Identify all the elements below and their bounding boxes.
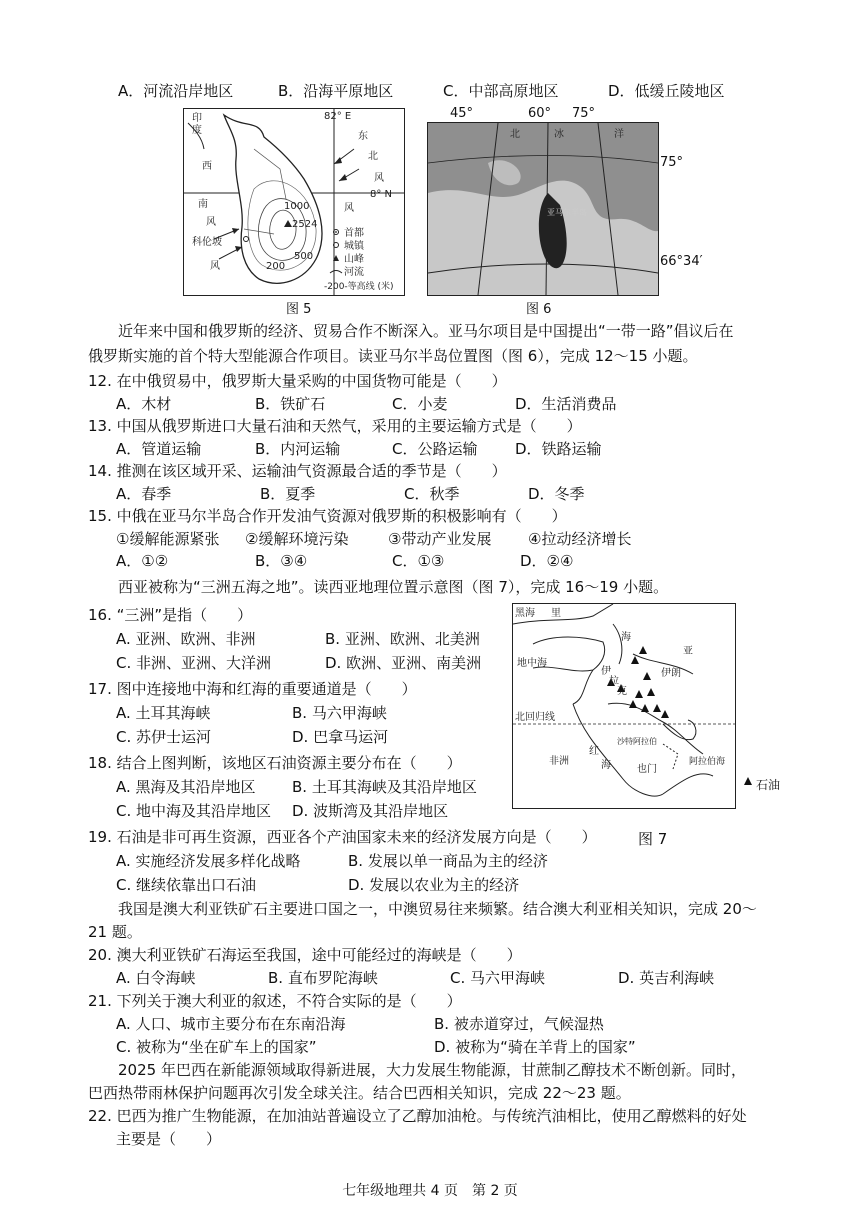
fig6-label-yang: 洋: [614, 129, 624, 140]
fig6-label-bei: 北: [510, 129, 520, 140]
q21-stem: 21. 下列关于澳大利亚的叙述，不符合实际的是（ ）: [88, 992, 462, 1010]
fig7-label-yi: 伊: [601, 666, 611, 677]
q11-option-d: D．低缓丘陵地区: [608, 82, 725, 100]
q19-option-d: D. 发展以农业为主的经济: [348, 876, 520, 894]
q17-option-a: A. 土耳其海峡: [116, 704, 211, 722]
q22-stem-line-1: 22. 巴西为推广生物能源，在加油站普遍设立了乙醇加油枪。与传统汽油相比，使用乙醇燃料的好处: [88, 1107, 747, 1125]
q14-option-c: C．秋季: [404, 485, 460, 503]
q21-option-b: B. 被赤道穿过，气候湿热: [434, 1015, 604, 1033]
figure-5-caption: 图 5: [286, 302, 312, 317]
q13-option-a: A．管道运输: [116, 440, 202, 458]
fig5-label-xi: 西: [202, 161, 212, 172]
q15-item-4: ④拉动经济增长: [528, 530, 632, 548]
q18-option-d: D. 波斯湾及其沿岸地区: [292, 802, 449, 820]
figure-5-svg: [184, 109, 404, 295]
q11-option-a: A．河流沿岸地区: [118, 82, 234, 100]
fig7-label-tropic: 北回归线: [515, 712, 555, 723]
q14-option-a: A．春季: [116, 485, 172, 503]
q16-stem: 16. “三洲”是指（ ）: [88, 606, 253, 624]
fig6-label-lat66: 66°34′: [660, 254, 703, 269]
fig5-legend-capital: 首都: [344, 228, 364, 239]
fig5-label-dong: 东: [358, 131, 368, 142]
fig7-label-ke: 克: [617, 686, 627, 697]
q20-option-d: D. 英吉利海峡: [618, 969, 715, 987]
fig5-label-lat: 8° N: [370, 189, 393, 200]
q17-option-d: D. 巴拿马运河: [292, 728, 389, 746]
fig5-label-feng3: 风: [206, 217, 216, 228]
q19-option-b: B. 发展以单一商品为主的经济: [348, 852, 548, 870]
intro-12-line-2: 俄罗斯实施的首个特大型能源合作项目。读亚马尔半岛位置图（图 6），完成 12～15 小题。: [88, 347, 698, 365]
q15-option-c: C．①③: [392, 552, 445, 570]
fig7-label-yemen: 也门: [637, 764, 657, 775]
q12-stem: 12. 在中俄贸易中，俄罗斯大量采购的中国货物可能是（ ）: [88, 372, 507, 390]
q20-stem: 20. 澳大利亚铁矿石海运至我国，途中可能经过的海峡是（ ）: [88, 946, 522, 964]
q15-item-1: ①缓解能源紧张: [116, 530, 220, 548]
figure-6-caption: 图 6: [526, 302, 552, 317]
q16-option-a: A. 亚洲、欧洲、非洲: [116, 630, 256, 648]
fig6-label-45: 45°: [450, 106, 474, 121]
fig5-label-yin: 印: [192, 113, 202, 124]
intro-22-line-1: 2025 年巴西在新能源领域取得新进展，大力发展生物能源，甘蔗制乙醇技术不断创新。同时，: [118, 1061, 746, 1079]
q14-option-d: D．冬季: [528, 485, 585, 503]
intro-20-line-2: 21 题。: [88, 923, 142, 941]
q18-option-c: C. 地中海及其沿岸地区: [116, 802, 272, 820]
fig5-legend-contour: -200-等高线 (米): [324, 282, 394, 292]
q19-option-c: C. 继续依靠出口石油: [116, 876, 257, 894]
intro-22-line-2: 巴西热带雨林保护问题再次引发全球关注。结合巴西相关知识，完成 22～23 题。: [88, 1084, 631, 1102]
fig7-label-saudi: 沙特阿拉伯: [617, 737, 657, 746]
q18-option-b: B. 土耳其海峡及其沿岸地区: [292, 778, 477, 796]
q12-option-b: B．铁矿石: [255, 395, 326, 413]
fig5-label-c1: 1000: [284, 201, 310, 212]
q14-option-b: B．夏季: [260, 485, 316, 503]
q12-option-a: A．木材: [116, 395, 172, 413]
fig7-label-black: 黑海: [515, 608, 535, 619]
q20-option-c: C. 马六甲海峡: [450, 969, 546, 987]
q19-option-a: A. 实施经济发展多样化战略: [116, 852, 301, 870]
fig5-label-du: 度: [192, 125, 202, 136]
q16-option-d: D. 欧洲、亚洲、南美洲: [325, 654, 482, 672]
fig5-label-peak: 2524: [292, 219, 318, 230]
fig7-label-hai2: 海: [601, 760, 611, 771]
fig6-label-peninsula: 亚马尔半岛: [547, 208, 587, 217]
oil-legend-icon: [744, 777, 752, 785]
q20-option-a: A. 白令海峡: [116, 969, 196, 987]
fig5-label-c3: 200: [266, 261, 286, 272]
q21-option-d: D. 被称为“骑在羊背上的国家”: [434, 1038, 636, 1056]
fig5-label-nan: 南: [198, 199, 208, 210]
intro-12-line-1: 近年来中国和俄罗斯的经济、贸易合作不断深入。亚马尔项目是中国提出“一带一路”倡议后在: [118, 322, 734, 340]
q15-option-a: A．①②: [116, 552, 169, 570]
fig7-label-li: 里: [551, 608, 561, 619]
fig7-label-hai: 海: [621, 632, 631, 643]
fig6-label-bing: 冰: [554, 129, 564, 140]
q14-stem: 14. 推测在该区域开采、运输油气资源最合适的季节是（ ）: [88, 462, 507, 480]
fig5-legend-peak: 山峰: [344, 254, 364, 265]
q19-stem: 19. 石油是非可再生资源，西亚各个产油国家未来的经济发展方向是（ ）: [88, 828, 597, 846]
q18-option-a: A. 黑海及其沿岸地区: [116, 778, 256, 796]
fig7-label-arab: 阿拉伯海: [689, 757, 726, 767]
q13-option-b: B．内河运输: [255, 440, 341, 458]
q15-option-b: B．③④: [255, 552, 308, 570]
fig7-legend-oil: 石油: [756, 778, 781, 792]
figure-5-map: [183, 108, 405, 296]
q13-option-c: C．公路运输: [392, 440, 478, 458]
q11-option-c: C．中部高原地区: [443, 82, 559, 100]
fig7-label-ya: 亚: [683, 646, 693, 657]
figure-6-svg: [428, 123, 658, 295]
fig5-legend-river: 河流: [344, 267, 364, 278]
q12-option-d: D．生活消费品: [515, 395, 617, 413]
page-footer: 七年级地理共 4 页 第 2 页: [342, 1183, 518, 1199]
q15-item-2: ②缓解环境污染: [245, 530, 349, 548]
q16-option-b: B. 亚洲、欧洲、北美洲: [325, 630, 480, 648]
q13-option-d: D．铁路运输: [515, 440, 602, 458]
fig5-label-feng4: 风: [210, 261, 220, 272]
q22-stem-line-2: 主要是（ ）: [116, 1130, 222, 1148]
fig5-label-feng2: 风: [344, 203, 354, 214]
fig5-legend-town: 城镇: [344, 241, 364, 252]
intro-16: 西亚被称为“三洲五海之地”。读西亚地理位置示意图（图 7），完成 16～19 小题。: [118, 578, 669, 596]
fig5-label-feng1: 风: [374, 173, 384, 184]
q20-option-b: B. 直布罗陀海峡: [268, 969, 378, 987]
fig7-label-la: 拉: [609, 676, 619, 687]
fig7-label-fei: 非洲: [549, 756, 569, 767]
fig5-label-colombo: 科伦坡: [192, 237, 222, 248]
q15-stem: 15. 中俄在亚马尔半岛合作开发油气资源对俄罗斯的积极影响有（ ）: [88, 507, 567, 525]
figure-7-caption: 图 7: [638, 830, 668, 848]
q17-stem: 17. 图中连接地中海和红海的重要通道是（ ）: [88, 680, 417, 698]
q11-option-b: B．沿海平原地区: [278, 82, 394, 100]
intro-20-line-1: 我国是澳大利亚铁矿石主要进口国之一，中澳贸易往来频繁。结合澳大利亚相关知识，完成 20～: [118, 900, 757, 918]
fig6-label-60: 60°: [528, 106, 552, 121]
q15-item-3: ③带动产业发展: [388, 530, 492, 548]
fig7-label-hong: 红: [589, 746, 599, 757]
q17-option-b: B. 马六甲海峡: [292, 704, 387, 722]
figure-7-svg: [513, 604, 735, 808]
fig6-label-lat75: 75°: [660, 155, 684, 170]
q18-stem: 18. 结合上图判断，该地区石油资源主要分布在（ ）: [88, 754, 462, 772]
q15-option-d: D．②④: [520, 552, 574, 570]
fig6-label-75: 75°: [572, 106, 596, 121]
fig5-label-lon: 82° E: [324, 111, 352, 122]
fig5-label-bei: 北: [368, 151, 378, 162]
fig7-label-iran: 伊朗: [661, 668, 681, 679]
q17-option-c: C. 苏伊士运河: [116, 728, 212, 746]
q12-option-c: C．小麦: [392, 395, 448, 413]
q16-option-c: C. 非洲、亚洲、大洋洲: [116, 654, 272, 672]
fig5-label-c2: 500: [294, 251, 314, 262]
fig7-label-med: 地中海: [517, 658, 547, 669]
figure-7-map: [512, 603, 736, 809]
q21-option-c: C. 被称为“坐在矿车上的国家”: [116, 1038, 317, 1056]
q13-stem: 13. 中国从俄罗斯进口大量石油和天然气，采用的主要运输方式是（ ）: [88, 417, 582, 435]
figure-6-map: [427, 122, 659, 296]
q21-option-a: A. 人口、城市主要分布在东南沿海: [116, 1015, 346, 1033]
